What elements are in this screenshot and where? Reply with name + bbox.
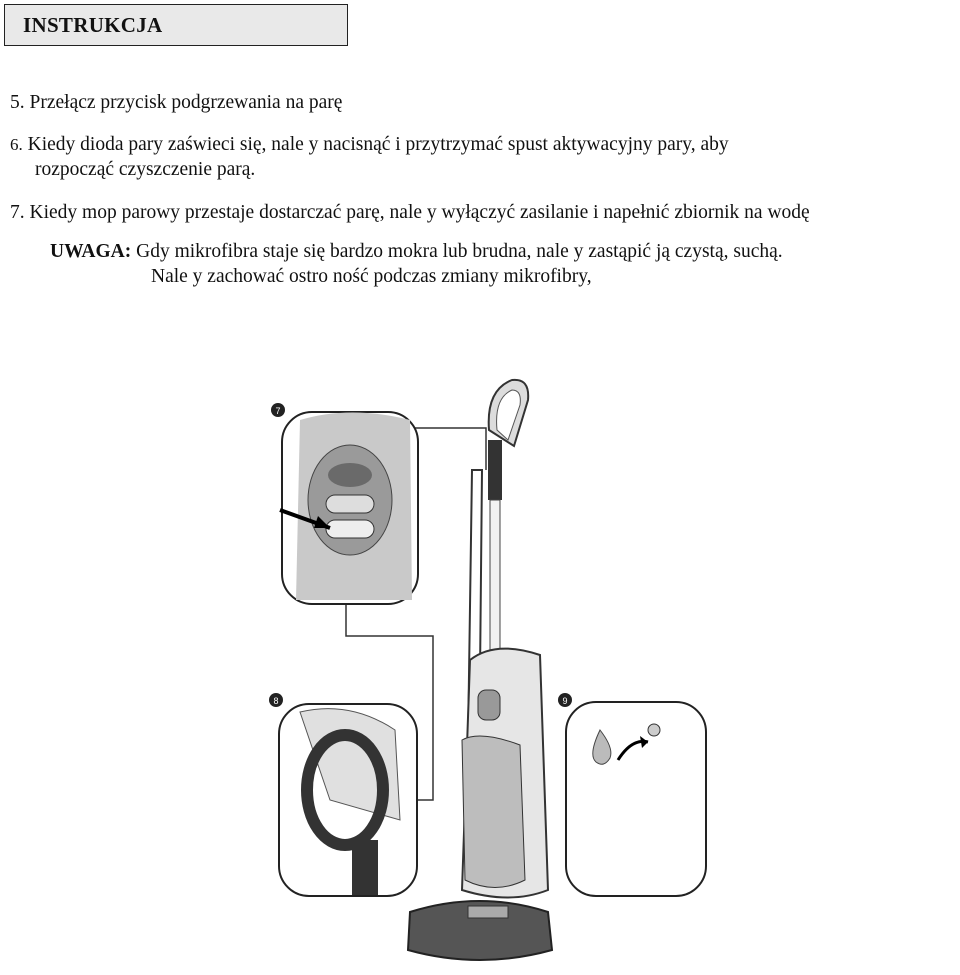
connector-line-7 — [415, 428, 486, 470]
callout-number-8: 8 — [273, 696, 279, 706]
note-text-continued: Nale y zachować ostro ność podczas zmiany mikrofibry, — [151, 266, 592, 287]
step-number: 5. — [10, 92, 25, 113]
callout-number-9: 9 — [562, 696, 568, 706]
step-text: Kiedy mop parowy przestaje dostarczać parę, nale y wyłączyć zasilanie i napełnić zbiornik na wodę — [29, 202, 810, 223]
steam-mop — [408, 380, 552, 960]
callout-panel-7 — [280, 412, 418, 604]
callout-number-7: 7 — [275, 406, 281, 416]
step-number: 6. — [10, 135, 23, 154]
step-text-continued: rozpocząć czyszczenie parą. — [35, 159, 256, 180]
step-text: Kiedy dioda pary zaświeci się, nale y nacisnąć i przytrzymać spust aktywacyjny pary, aby — [27, 134, 729, 155]
step-number: 7. — [10, 202, 25, 223]
page-title-text: INSTRUKCJA — [23, 12, 163, 37]
step-text: Przełącz przycisk podgrzewania na parę — [29, 92, 343, 113]
callout-panel-8 — [279, 704, 417, 896]
note-text: Gdy mikrofibra staje się bardzo mokra lub brudna, nale y zastąpić ją czystą, suchą. — [136, 241, 783, 262]
callout-panel-9 — [566, 702, 706, 896]
note-label: UWAGA: — [50, 241, 132, 262]
